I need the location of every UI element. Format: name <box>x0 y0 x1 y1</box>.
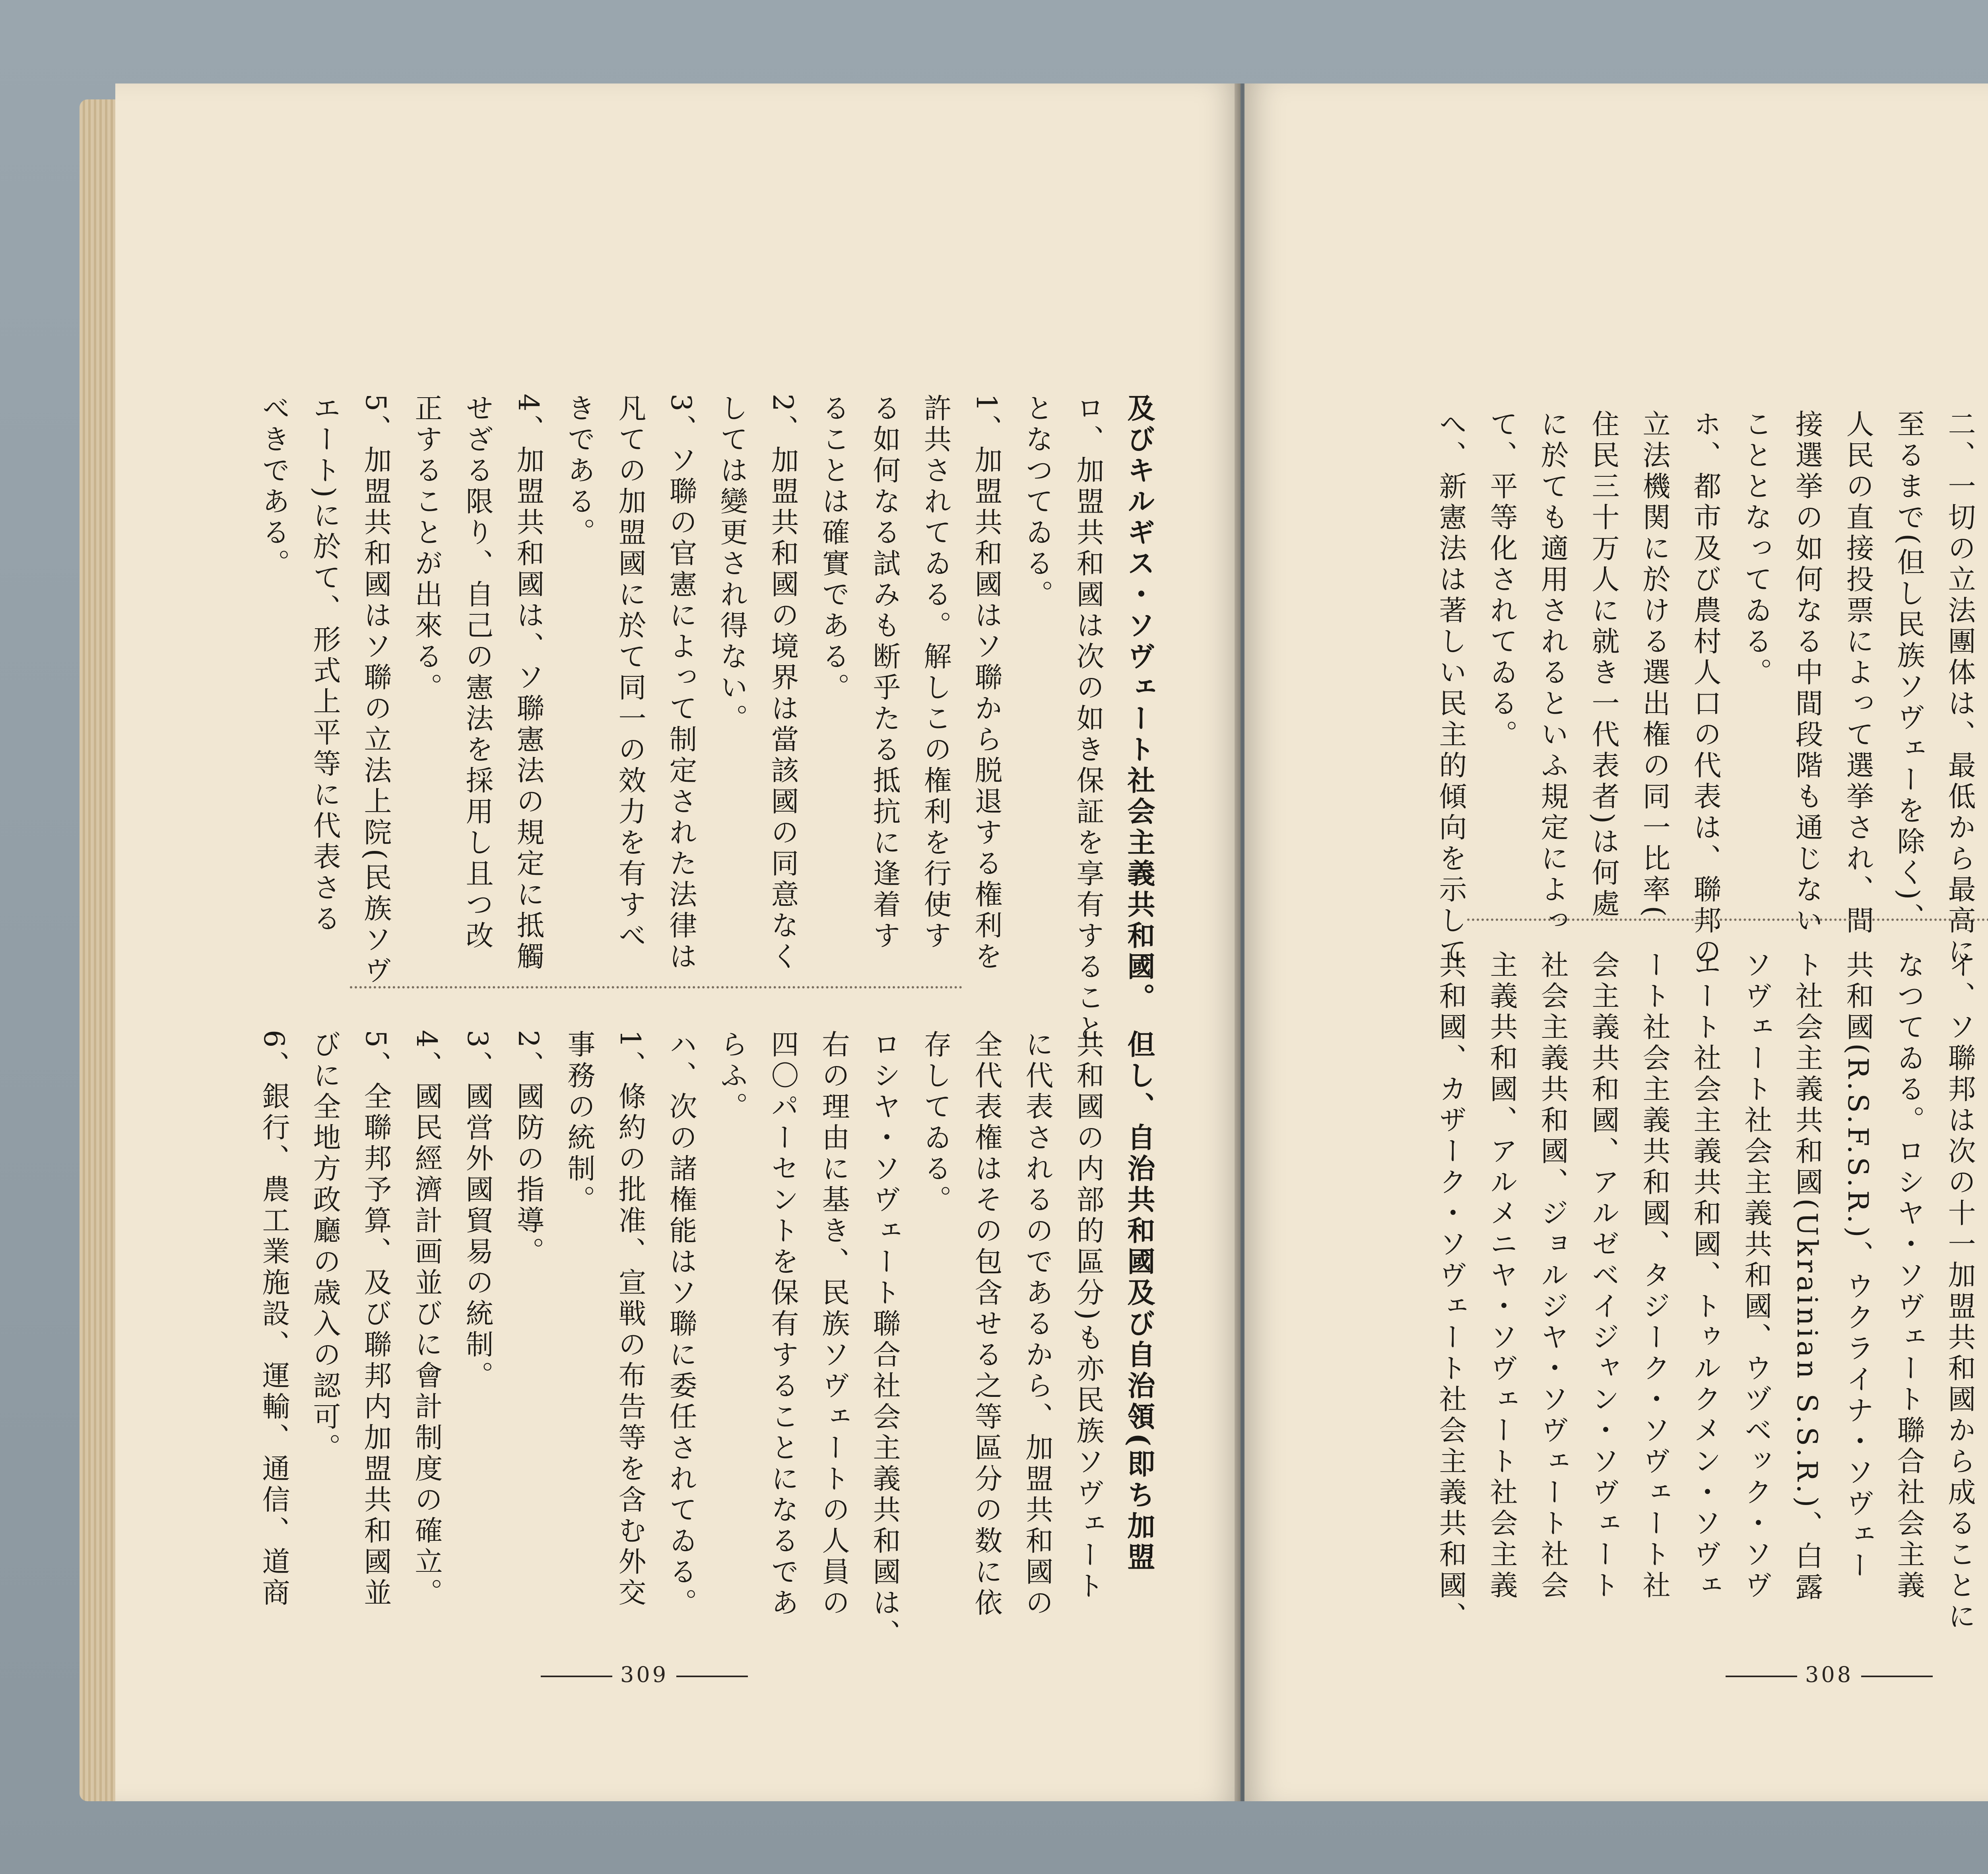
text-column: ソヴェート社会主義共和國、ウヅベック・ソヴ <box>1740 950 1773 1602</box>
text-column: エート)に於て、形式上平等に代表さる <box>309 394 341 935</box>
text-column: 1、條約の批准、宣戦の布告等を含む外交 <box>614 1030 646 1609</box>
text-column: しては變更され得ない。 <box>716 394 748 735</box>
text-column: 2、加盟共和國の境界は當該國の同意なく <box>767 394 799 973</box>
text-column: 主義共和國、アルメニヤ・ソヴェート社会主義 <box>1485 950 1518 1602</box>
text-column: イ、ソ聯邦は次の十一加盟共和國から成ることに <box>1943 950 1976 1633</box>
text-column: ート社会主義共和國、タジーク・ソヴェート社 <box>1638 950 1671 1602</box>
text-column: 至るまで(但し民族ソヴェーを除く)、 <box>1893 410 1925 934</box>
text-column: 正することが出來る。 <box>410 394 443 704</box>
text-column: 立法機関に於ける選出権の同一比率( <box>1638 410 1671 920</box>
text-column: ロシヤ・ソヴェート聯合社会主義共和國は、 <box>868 1030 901 1650</box>
text-column: 3、國営外國貿易の統制。 <box>461 1030 494 1392</box>
text-column: 共和國、カザーク・ソヴェート社会主義共和國、 <box>1435 950 1467 1633</box>
text-column: ロ、加盟共和國は次の如き保証を享有すること <box>1072 394 1105 1045</box>
text-column: せざる限り、自己の憲法を採用し且つ改 <box>461 394 494 952</box>
text-column: 4、加盟共和國は、ソ聯憲法の規定に抵觸 <box>512 394 545 973</box>
text-column: 右の理由に基き、民族ソヴェートの人員の <box>817 1030 850 1619</box>
text-column: となつてゐる。 <box>1021 394 1054 611</box>
text-column: ることは確實である。 <box>817 394 850 704</box>
text-column: 二、一切の立法團体は、最低から最高に <box>1943 410 1976 968</box>
text-column: べきである。 <box>258 394 290 580</box>
text-column: ト社会主義共和國(Ukrainian S.S.R.)、白露 <box>1791 950 1823 1604</box>
text-column: らふ。 <box>716 1030 748 1123</box>
text-column: 但し、自治共和國及び自治領(即ち加盟 <box>1123 1030 1156 1574</box>
text-column: 共和國の内部的區分)も亦民族ソヴェート <box>1072 1030 1105 1602</box>
text-column: 共和國(R.S.F.S.R.)、ウクライナ・ソヴェー <box>1842 950 1874 1582</box>
left-page-divider <box>350 986 962 988</box>
text-column: 1、加盟共和國はソ聯から脱退する権利を <box>970 394 1003 973</box>
text-column: に代表されるのであるから、加盟共和國の <box>1021 1030 1054 1619</box>
text-column: 社会主義共和國、ジョルジヤ・ソヴェート社会 <box>1536 950 1569 1602</box>
open-book <box>80 60 1988 1821</box>
text-column: 存してゐる。 <box>919 1030 952 1216</box>
text-column: こととなってゐる。 <box>1740 410 1773 689</box>
text-column: ホ、都市及び農村人口の代表は、聯邦の <box>1689 410 1722 968</box>
text-column: て、平等化されてゐる。 <box>1485 410 1518 751</box>
text-column: なつてゐる。ロシヤ・ソヴェート聯合社会主義 <box>1893 950 1925 1602</box>
text-column: 許共されてゐる。解しこの権利を行使す <box>919 394 952 952</box>
text-column: きである。 <box>563 394 596 549</box>
text-column: 全代表権はその包含せる之等區分の数に依 <box>970 1030 1003 1619</box>
text-column: びに全地方政廳の歳入の認可。 <box>309 1030 341 1464</box>
right-page <box>1244 84 1988 1801</box>
text-column: 及びキルギス・ソヴェート社会主義共和國。 <box>1123 394 1156 1014</box>
text-column: 凡ての加盟國に於て同一の效力を有すべ <box>614 394 646 952</box>
text-column: 住民三十万人に就き一代表者)は何處 <box>1587 410 1620 920</box>
text-column: へ、新憲法は著しい民主的傾向を示して <box>1435 410 1467 968</box>
text-column: 接選挙の如何なる中間段階も通じない <box>1791 410 1823 937</box>
text-column: 会主義共和國、アルゼベイジャン・ソヴェート <box>1587 950 1620 1602</box>
text-column: に於ても適用されるといふ規定によっ <box>1536 410 1569 937</box>
right-page-divider <box>1467 919 1988 921</box>
text-column: 4、國民經濟計画並びに會計制度の確立。 <box>410 1030 443 1609</box>
text-column: る如何なる試みも断乎たる抵抗に逢着す <box>868 394 901 952</box>
text-column: 6、銀行、農工業施設、運輸、通信、道商 <box>258 1030 290 1609</box>
right-page-number: 308 <box>1718 1662 1941 1687</box>
text-column: ハ、次の諸権能はソ聯に委任されてゐる。 <box>665 1030 697 1619</box>
text-column: 四〇パーセントを保有することになるであ <box>767 1030 799 1619</box>
text-column: 人民の直接投票によって選挙され、間 <box>1842 410 1874 937</box>
text-column: 5、加盟共和國はソ聯の立法上院(民族ソヴ <box>359 394 392 987</box>
text-column: 3、ソ聯の官憲によって制定された法律は <box>665 394 697 973</box>
left-page <box>115 84 1241 1801</box>
text-column: 事務の統制。 <box>563 1030 596 1216</box>
text-column: エート社会主義共和國、トゥルクメン・ソヴェ <box>1689 950 1722 1602</box>
left-page-number: 309 <box>533 1662 756 1687</box>
text-column: 2、國防の指導。 <box>512 1030 545 1268</box>
text-column: 5、全聯邦予算、及び聯邦内加盟共和國並 <box>359 1030 392 1609</box>
